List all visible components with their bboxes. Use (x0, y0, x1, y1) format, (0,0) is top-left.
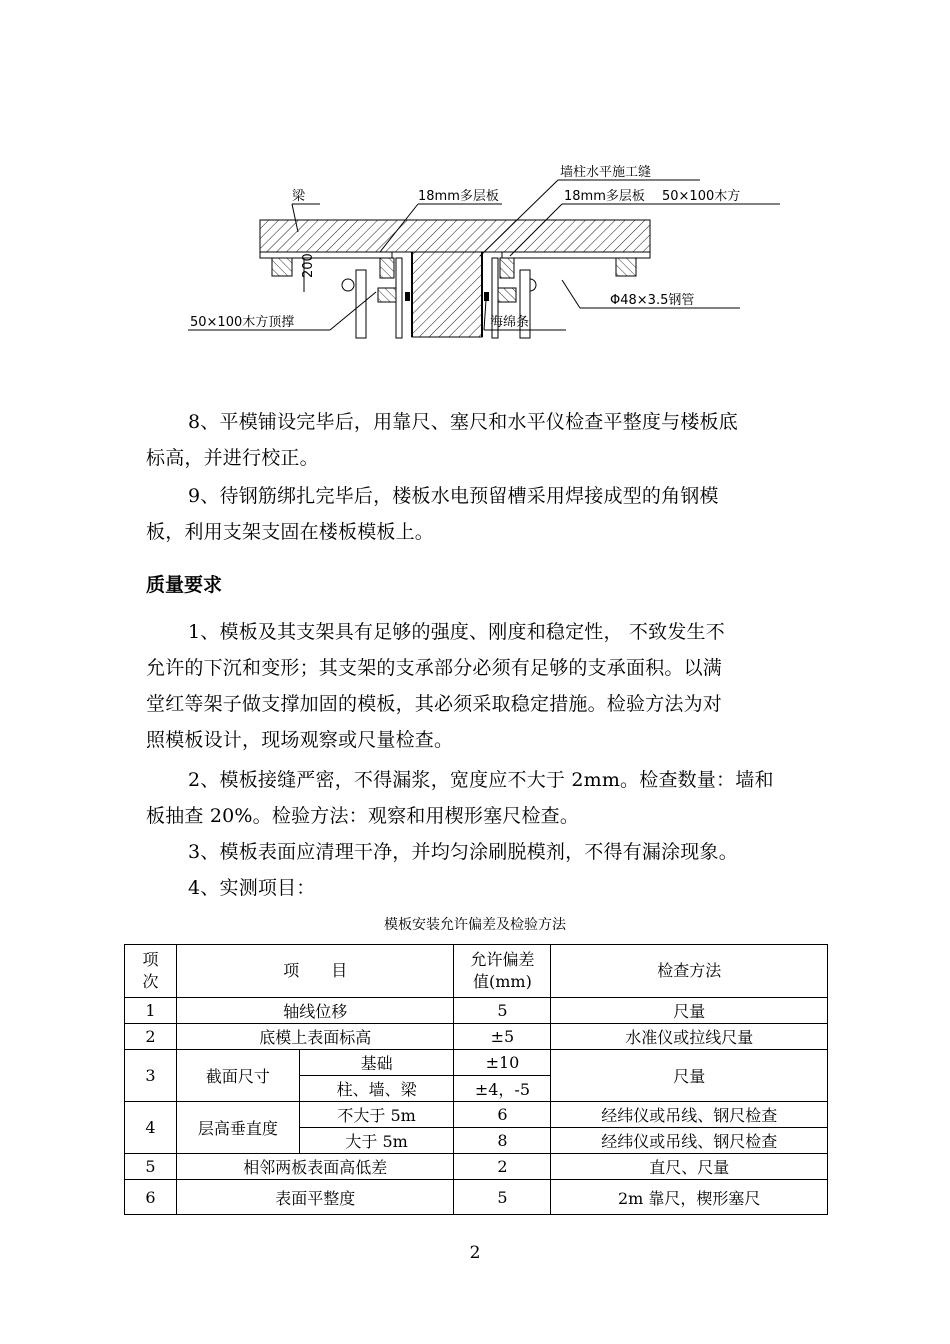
label-plywood-right: 18mm多层板 (564, 189, 645, 204)
table-row (125, 1180, 828, 1215)
cell-method: 尺量 (551, 1050, 828, 1102)
cell-method: 经纬仪或吊线、钢尺检查 (551, 1128, 828, 1154)
cell-subitem: 不大于 5m (299, 1102, 454, 1128)
table-row (125, 998, 828, 1024)
paragraph-line: 3、模板表面应清理干净，并均匀涂刷脱模剂，不得有漏涂现象。 (188, 841, 738, 863)
header-tolerance: 允许偏差 值(mm) (454, 945, 551, 998)
cell-method: 直尺、尺量 (551, 1154, 828, 1180)
label-joint: 墙柱水平施工缝 (560, 165, 652, 180)
cell-seq: 3 (125, 1050, 177, 1102)
concrete-slab (260, 220, 650, 252)
table-row (125, 1102, 828, 1128)
tolerance-table (124, 944, 828, 1215)
quality-item-3 (146, 834, 810, 870)
quality-item-2 (146, 762, 810, 834)
plywood-right (502, 252, 650, 258)
quality-item-4 (146, 870, 810, 906)
header-seq: 项 次 (125, 945, 177, 998)
paragraph-line: 板抽查 20%。检验方法：观察和用楔形塞尺检查。 (146, 805, 580, 827)
cell-item: 表面平整度 (176, 1180, 454, 1215)
cell-method: 水准仪或拉线尺量 (551, 1024, 828, 1050)
cell-method: 经纬仪或吊线、钢尺检查 (551, 1102, 828, 1128)
cell-method: 2m 靠尺，楔形塞尺 (551, 1180, 828, 1215)
cell-tolerance: ±5 (454, 1024, 551, 1050)
cell-tolerance: ±4，-5 (454, 1076, 551, 1102)
table-caption: 模板安装允许偏差及检验方法 (384, 917, 566, 933)
cell-item: 底模上表面标高 (176, 1024, 454, 1050)
label-timber-right: 50×100木方 (662, 189, 741, 204)
paragraph-line: 标高，并进行校正。 (146, 447, 319, 469)
cell-item: 相邻两板表面高低差 (176, 1154, 454, 1180)
header-method: 检查方法 (551, 945, 828, 998)
paragraph-line: 堂红等架子做支撑加固的模板，其必须采取稳定措施。检验方法为对 (146, 693, 723, 715)
table-row (125, 1050, 828, 1076)
cell-method: 尺量 (551, 998, 828, 1024)
header-item: 项 目 (176, 945, 454, 998)
paragraph-line: 9、待钢筋绑扎完毕后，楼板水电预留槽采用焊接成型的角钢模 (188, 485, 719, 507)
paragraph-8 (146, 404, 810, 476)
table-row (125, 1024, 828, 1050)
paragraph-line: 8、平模铺设完毕后，用靠尺、塞尺和水平仪检查平整度与楼板底 (188, 411, 738, 433)
label-beam: 梁 (292, 189, 306, 204)
paragraph-9 (146, 478, 810, 550)
cell-seq: 5 (125, 1154, 177, 1180)
paragraph-line: 1、模板及其支架具有足够的强度、刚度和稳定性， 不致发生不 (188, 621, 725, 643)
label-pipe: Φ48×3.5钢管 (610, 293, 695, 308)
concrete-wall (412, 252, 482, 337)
cell-seq: 1 (125, 998, 177, 1024)
cell-item: 截面尺寸 (176, 1050, 299, 1102)
cell-seq: 4 (125, 1102, 177, 1154)
page-number: 2 (469, 1243, 481, 1263)
table-row (125, 1154, 828, 1180)
paragraph-line: 允许的下沉和变形；其支架的支承部分必须有足够的支承面积。以满 (146, 657, 723, 679)
section-heading: 质量要求 (146, 574, 223, 596)
paragraph-line: 板，利用支架支固在楼板模板上。 (146, 521, 435, 543)
paragraph-line: 4、实测项目： (188, 877, 316, 899)
dim-200-label: 200 (301, 253, 316, 278)
cell-item: 轴线位移 (176, 998, 454, 1024)
label-timber-prop: 50×100木方顶撑 (190, 315, 295, 330)
formwork-drawing-svg (180, 160, 780, 350)
quality-item-1 (146, 614, 810, 758)
cell-tolerance: 5 (454, 998, 551, 1024)
cell-subitem: 大于 5m (299, 1128, 454, 1154)
cell-seq: 6 (125, 1180, 177, 1215)
cell-subitem: 柱、墙、梁 (299, 1076, 454, 1102)
paragraph-line: 2、模板接缝严密，不得漏浆，宽度应不大于 2mm。检查数量：墙和 (188, 769, 774, 791)
formwork-section-drawing (180, 160, 780, 350)
table-header-row (125, 945, 828, 998)
label-plywood-left: 18mm多层板 (418, 189, 499, 204)
plywood-left (260, 252, 392, 258)
cell-tolerance: ±10 (454, 1050, 551, 1076)
cell-item: 层高垂直度 (176, 1102, 299, 1154)
cell-tolerance: 2 (454, 1154, 551, 1180)
cell-tolerance: 6 (454, 1102, 551, 1128)
cell-subitem: 基础 (299, 1050, 454, 1076)
cell-tolerance: 5 (454, 1180, 551, 1215)
cell-seq: 2 (125, 1024, 177, 1050)
label-sponge: 海绵条 (490, 315, 530, 330)
paragraph-line: 照模板设计，现场观察或尺量检查。 (146, 729, 454, 751)
cell-tolerance: 8 (454, 1128, 551, 1154)
